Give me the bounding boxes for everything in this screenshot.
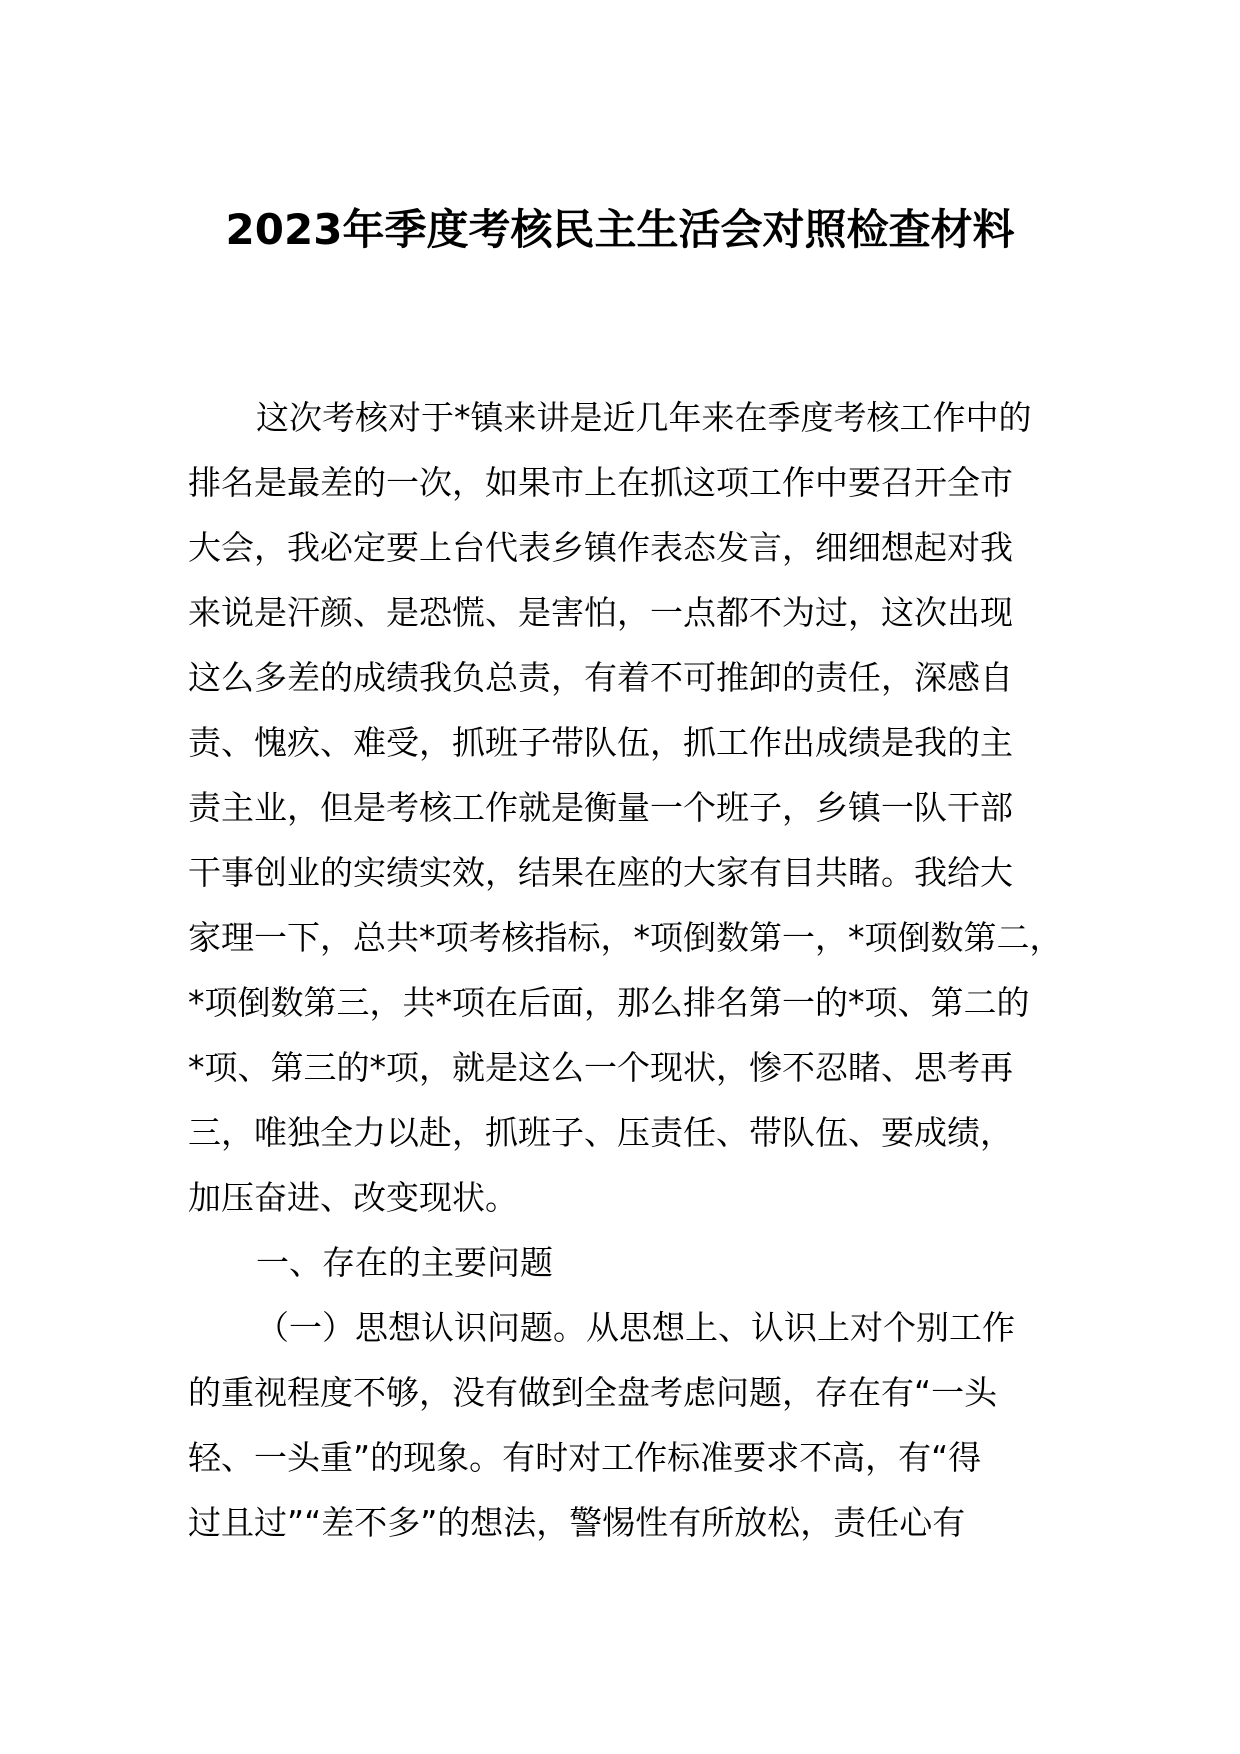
paragraph-line: 排名是最差的一次，如果市上在抓这项工作中要召开全市 [188, 463, 1013, 502]
paragraph-line: 加压奋进、改变现状。 [188, 1178, 518, 1217]
paragraph-line: 来说是汗颜、是恐慌、是害怕，一点都不为过，这次出现 [188, 593, 1013, 632]
paragraph-line: 三，唯独全力以赴，抓班子、压责任、带队伍、要成绩， [188, 1113, 1013, 1152]
paragraph-line: 轻、一头重”的现象。有时对工作标准要求不高，有“得 [188, 1438, 982, 1477]
paragraph-line: *项倒数第三，共*项在后面，那么排名第一的*项、第二的 [188, 983, 1030, 1022]
paragraph-line: 这次考核对于*镇来讲是近几年来在季度考核工作中的 [256, 398, 1032, 437]
paragraph-line: 责主业，但是考核工作就是衡量一个班子，乡镇一队干部 [188, 788, 1013, 827]
paragraph-line: 这么多差的成绩我负总责，有着不可推卸的责任，深感自 [188, 658, 1013, 697]
paragraph-line: 责、愧疚、难受，抓班子带队伍，抓工作出成绩是我的主 [188, 723, 1013, 762]
paragraph-line: *项、第三的*项，就是这么一个现状，惨不忍睹、思考再 [188, 1048, 1013, 1087]
paragraph-line: 过且过”“差不多”的想法，警惕性有所放松，责任心有 [188, 1503, 966, 1542]
document-title: 2023年季度考核民主生活会对照检查材料 [225, 205, 1015, 254]
document-body [188, 385, 1072, 1555]
paragraph-line: 的重视程度不够，没有做到全盘考虑问题，存在有“一头 [188, 1373, 998, 1412]
paragraph-line: 家理一下，总共*项考核指标，*项倒数第一，*项倒数第二， [188, 918, 1063, 957]
section-heading: 一、存在的主要问题 [256, 1243, 553, 1282]
paragraph-line: 干事创业的实绩实效，结果在座的大家有目共睹。我给大 [188, 853, 1013, 892]
paragraph-line: （一）思想认识问题。从思想上、认识上对个别工作 [256, 1308, 1015, 1347]
paragraph-line: 大会，我必定要上台代表乡镇作表态发言，细细想起对我 [188, 528, 1013, 567]
